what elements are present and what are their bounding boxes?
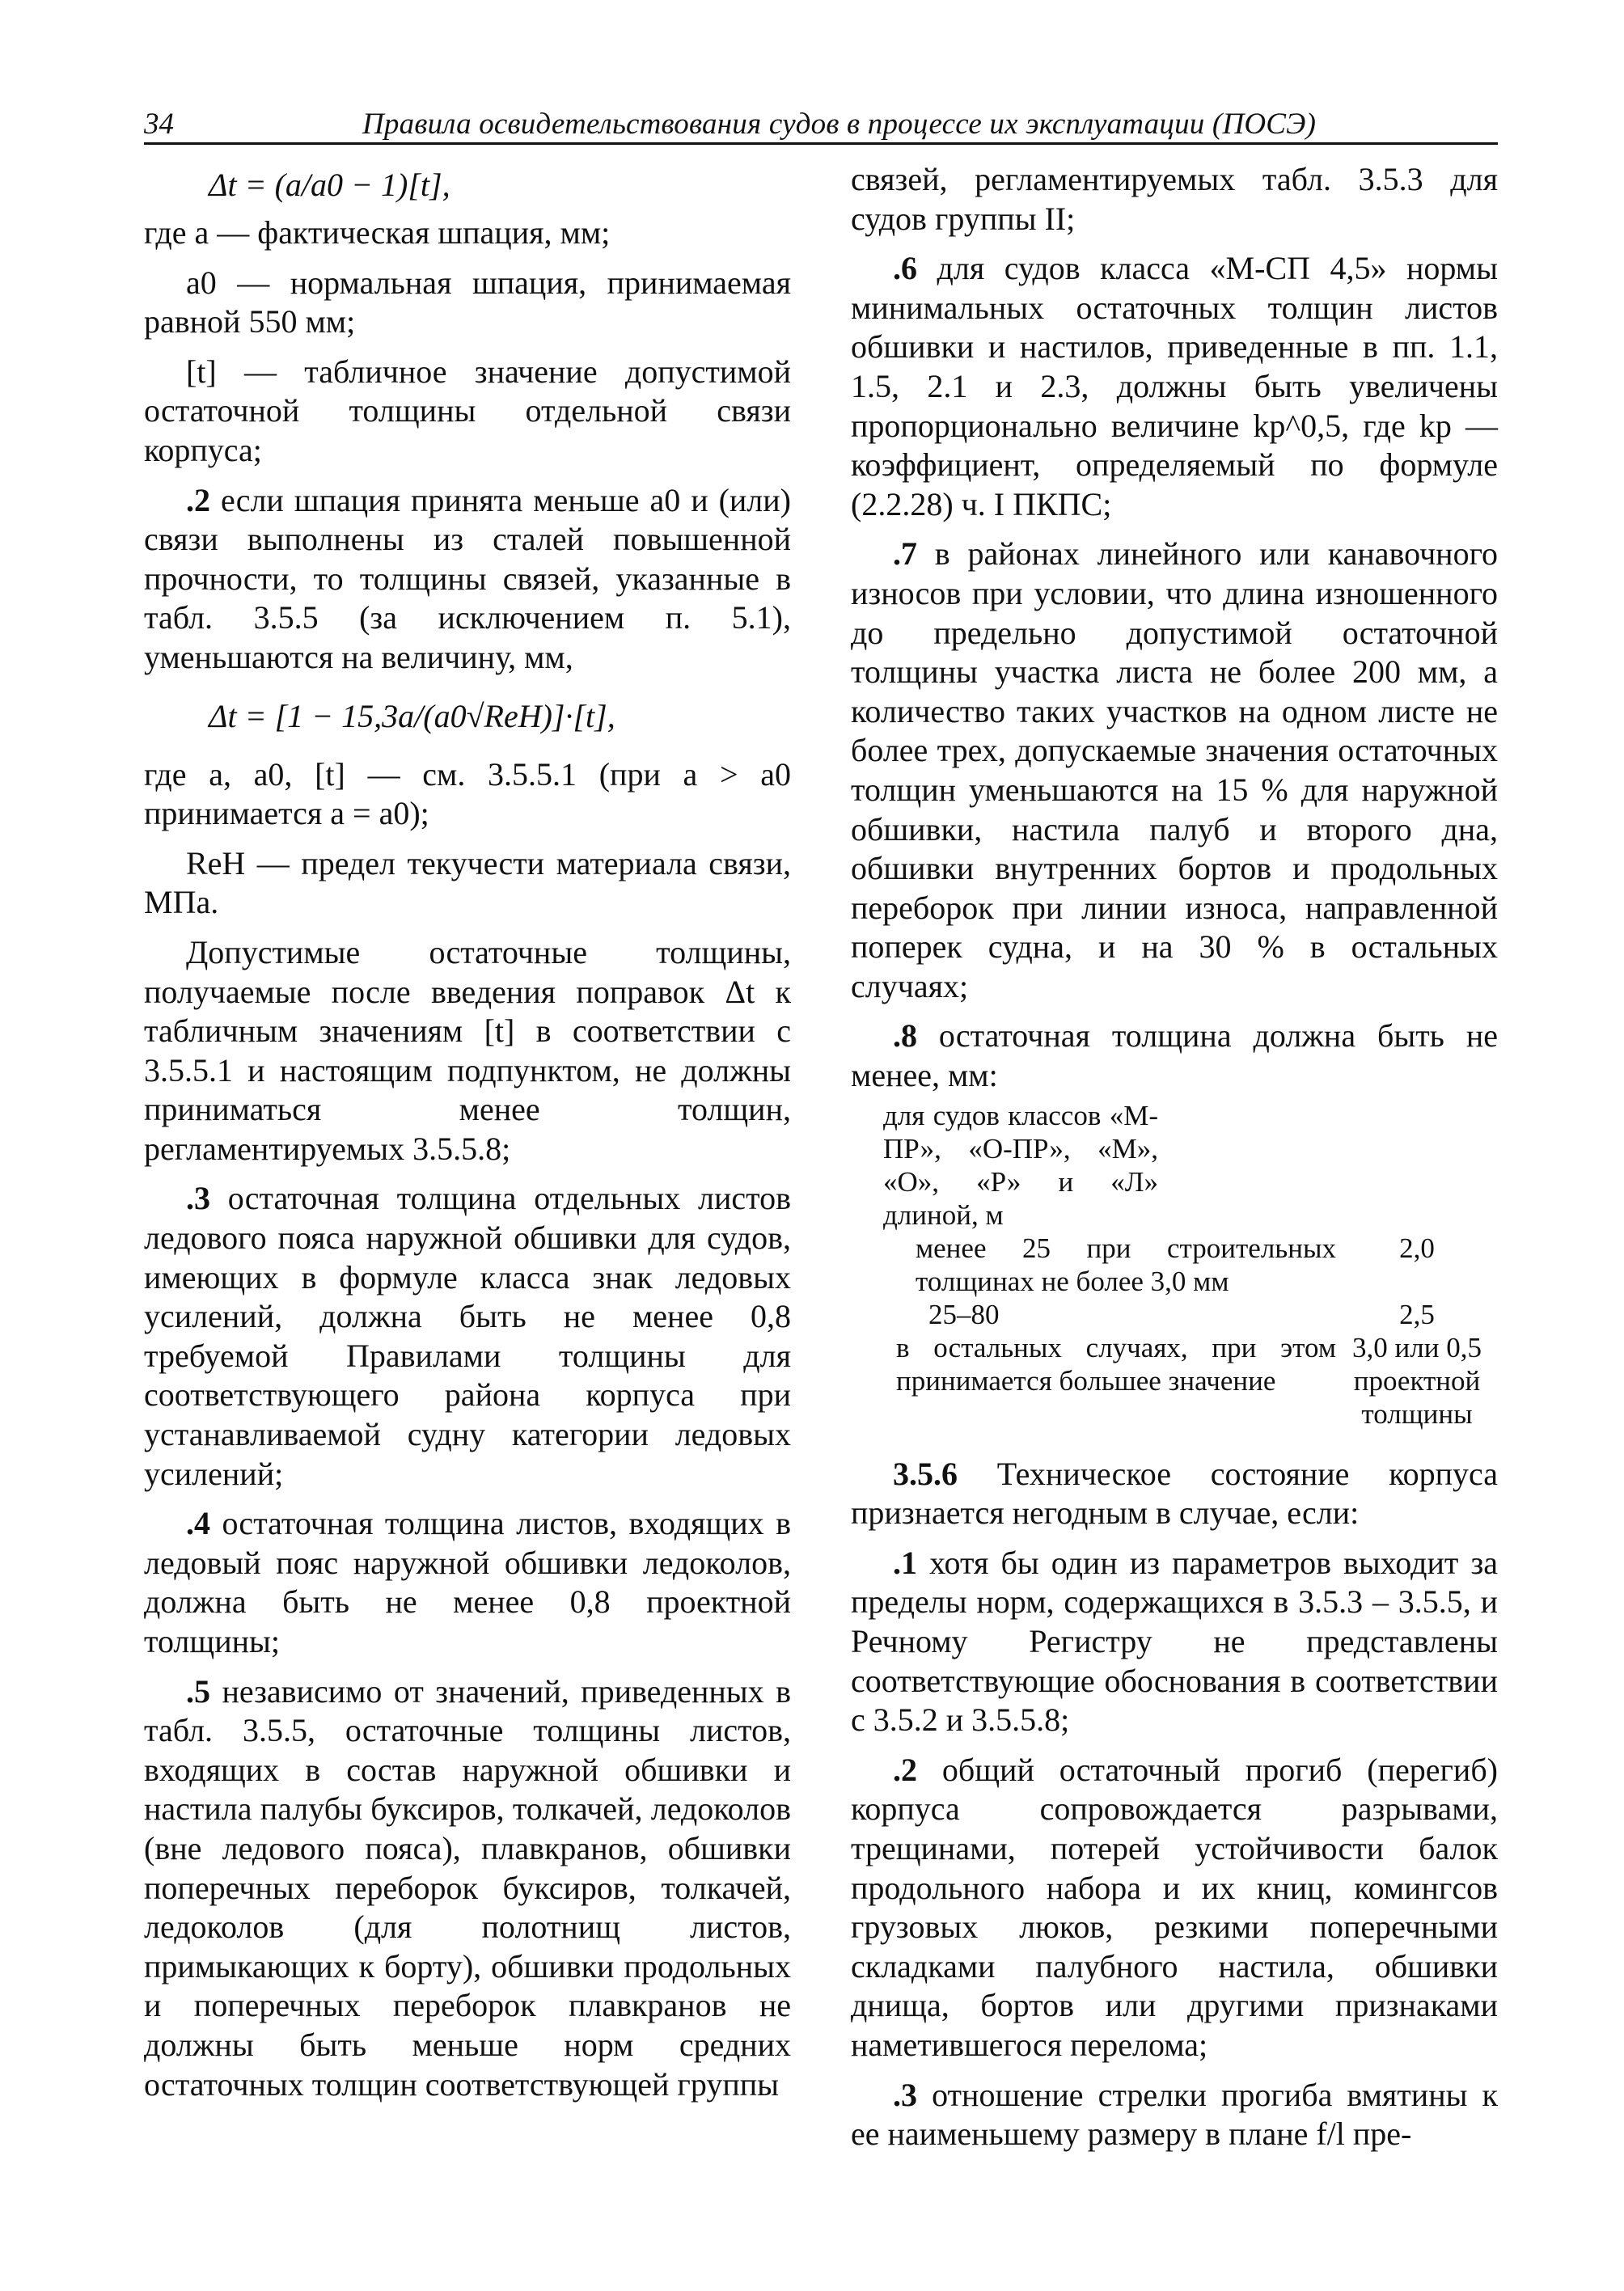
table-cell-value	[1336, 1099, 1498, 1232]
paragraph: ReH — предел текучести материала связи, МПа.	[144, 844, 791, 921]
paragraph: .6 для судов класса «М-СП 4,5» нормы минимальных остаточных толщин листов обшивки и настилов, приведенные в пп. 1.1, 1.5, 2.1 и 2.3, должны быть увеличены пропорционально величине kp^0,5, где kp — коэффициент, определяемый по формуле (2.2.28) ч. I ПКПС;	[851, 250, 1498, 522]
page-number: 34	[144, 108, 174, 141]
table-cell-label: 25–80	[928, 1298, 1000, 1330]
table-row	[851, 1099, 1498, 1232]
paragraph: связей, регламентируемых табл. 3.5.3 для судов группы II;	[851, 161, 1498, 237]
left-column	[144, 160, 791, 2104]
section-number: 3.5.6	[893, 1455, 958, 1492]
item-number: .4	[186, 1505, 210, 1542]
paragraph: .5 независимо от значений, приведенных в табл. 3.5.5, остаточные толщины листов, входящих в состав наружной обшивки и настила палубы буксиров, толкачей, ледоколов (вне ледового пояса), плавкранов, обшивки поперечных переборок буксиров, толкачей, ледоколов (для полотнищ листов, примыкающих к борту), обшивки продольных и поперечных переборок плавкранов не должны быть меньше норм средних остаточных толщин соответствующей группы	[144, 1672, 791, 2103]
table-row	[851, 1331, 1498, 1431]
table-cell-value: 2,0	[1399, 1232, 1435, 1264]
item-number: .8	[893, 1017, 917, 1055]
paragraph: a0 — нормальная шпация, принимаемая равной 550 мм;	[144, 264, 791, 340]
running-title: Правила освидетельствования судов в процессе их эксплуатации (ПОСЭ)	[362, 108, 1317, 141]
paragraph: .8 остаточная толщина должна быть не менее, мм:	[851, 1017, 1498, 1094]
item-number: .5	[186, 1672, 210, 1710]
table-cell-label: в остальных случаях, при этом принимается большее значение	[896, 1331, 1336, 1397]
formula-delta-t-strength: Δt = [1 − 15,3a/(a0√ReH)]·[t],	[209, 697, 615, 734]
table-cell-label: для судов классов «М-ПР», «О-ПР», «М», «О», «Р» и «Л» длиной, м	[883, 1099, 1158, 1231]
item-number: .2	[893, 1751, 917, 1788]
table-row	[851, 1298, 1498, 1331]
paragraph: .3 отношение стрелки прогиба вмятины к ее наименьшему размеру в плане f/l пре-	[851, 2076, 1498, 2153]
paragraph: Допустимые остаточные толщины, получаемые после введения поправок Δt к табличным значениям [t] в соответствии с 3.5.5.1 и настоящим подпунктом, не должны приниматься менее толщин, регламентируемых 3.5.5.8;	[144, 933, 791, 1167]
table-cell-label: менее 25 при строительных толщинах не более 3,0 мм	[916, 1232, 1336, 1297]
formula-delta-t-spacing: Δt = (a/a0 − 1)[t],	[209, 167, 450, 203]
item-number: .1	[893, 1544, 917, 1581]
paragraph: .2 общий остаточный прогиб (перегиб) корпуса сопровождается разрывами, трещинами, потерей устойчивости балок продольного набора и их книц, комингсов грузовых люков, резкими поперечными складками палубного настила, обшивки днища, бортов или другими признаками наметившегося перелома;	[851, 1751, 1498, 2063]
paragraph: .3 остаточная толщина отдельных листов ледового пояса наружной обшивки для судов, имеющих в формуле класса знак ледовых усилений, должна быть не менее 0,8 требуемой Правилами толщины для соответствующего района корпуса при устанавливаемой судну категории ледовых усилений;	[144, 1180, 791, 1492]
paragraph: .1 хотя бы один из параметров выходит за пределы норм, содержащихся в 3.5.3 – 3.5.5, и Речному Регистру не представлены соответствующие обоснования в соответствии с 3.5.2 и 3.5.5.8;	[851, 1544, 1498, 1739]
min-thickness-table	[851, 1099, 1498, 1431]
table-cell-value: 2,5	[1399, 1298, 1435, 1330]
paragraph: .2 если шпация принята меньше a0 и (или) связи выполнены из сталей повышенной прочности, то толщины связей, указанные в табл. 3.5.5 (за исключением п. 5.1), уменьшаются на величину, мм,	[144, 481, 791, 675]
page-header	[144, 104, 1498, 145]
item-number: .3	[186, 1180, 210, 1217]
paragraph: [t] — табличное значение допустимой остаточной толщины отдельной связи корпуса;	[144, 353, 791, 468]
item-number: .2	[186, 481, 210, 518]
paragraph: где a, a0, [t] — см. 3.5.5.1 (при a > a0 принимается a = a0);	[144, 755, 791, 832]
item-number: .3	[893, 2076, 917, 2113]
right-column	[851, 160, 1498, 2154]
paragraph: .4 остаточная толщина листов, входящих в ледовый пояс наружной обшивки ледоколов, должна быть не менее 0,8 проектной толщины;	[144, 1505, 791, 1659]
table-cell-value: 3,0 или 0,5 проектной толщины	[1352, 1331, 1482, 1430]
table-row	[851, 1232, 1498, 1298]
paragraph: где a — фактическая шпация, мм;	[144, 214, 611, 251]
item-number: .6	[893, 250, 917, 287]
paragraph: 3.5.6 Техническое состояние корпуса признается негодным в случае, если:	[851, 1455, 1498, 1532]
item-number: .7	[893, 535, 917, 573]
paragraph: .7 в районах линейного или канавочного износов при условии, что длина изношенного до предельно допустимой остаточной толщины участка листа не более 200 мм, а количество таких участков на одном листе не более трех, допускаемые значения остаточных толщин уменьшаются на 15 % для наружной обшивки, настила палуб и второго дна, обшивки внутренних бортов и продольных переборок при линии износа, направленной поперек судна, и на 30 % в остальных случаях;	[851, 535, 1498, 1004]
